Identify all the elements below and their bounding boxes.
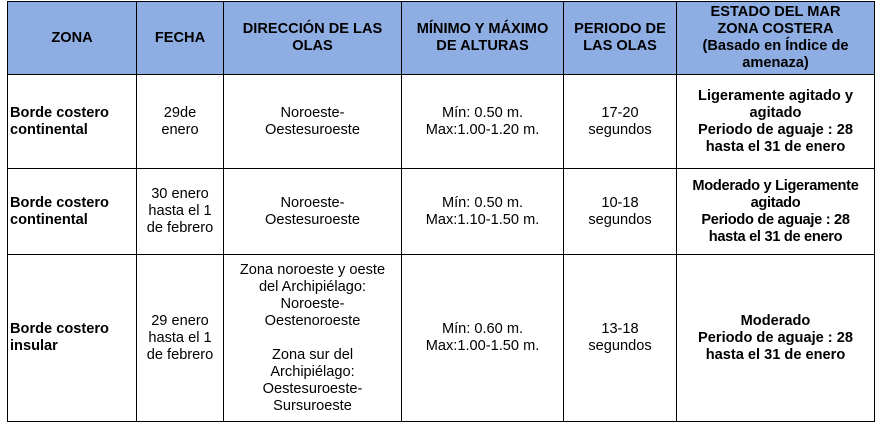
cell-text-line: FECHA [154,29,206,46]
cell-text-line: Noroeste- [280,104,345,121]
cell-text-line: hasta el 31 de enero [705,138,846,155]
cell-text-line: Periodo de aguaje : 28 [698,329,853,346]
cell-text-line: continental [10,121,88,138]
cell-text-line: Borde costero [10,104,109,121]
cell-text-line: Oestesuroeste [265,121,360,138]
cell-text-line: (Basado en Índice de [702,38,849,54]
cell-text-line: continental [10,211,88,228]
cell-text-line: 10-18 [601,194,639,211]
cell-text-line: hasta el 1 [148,203,212,219]
cell-text-line: DIRECCIÓN DE LAS [242,21,383,37]
zona-cell [8,169,137,255]
cell-text-line: amenaza) [742,55,809,71]
cell-text-line: 29de [163,104,197,121]
header-row [8,2,875,75]
cell-text-line: insular [10,338,58,354]
cell-text-line: Noroeste- [280,295,345,312]
header-zona [8,2,137,75]
cell-text-line: hasta el 31 de enero [708,228,843,245]
cell-text-line: agitado [749,104,802,121]
cell-text-line: ZONA [51,29,93,46]
alturas-cell [402,75,564,169]
spacer [226,330,399,347]
cell-text-line: Zona sur del [271,346,354,363]
fecha-cell [137,255,224,422]
periodo-cell [564,169,677,255]
estado-cell [677,75,875,169]
header-alturas [402,2,564,75]
cell-text-line: Periodo de aguaje : 28 [701,211,850,228]
cell-text-line: Archipiélago: [270,363,355,380]
cell-text-line: Oestenoroeste [264,312,361,329]
cell-text-line: Max:1.00-1.20 m. [425,121,540,138]
cell-text-line: Max:1.00-1.50 m. [425,338,540,354]
direccion-cell [224,255,402,422]
cell-text-line: Borde costero [10,194,109,211]
cell-text-line: segundos [588,121,652,138]
cell-text-line: Mín: 0.50 m. [441,104,524,121]
cell-text-line: Moderado y Ligeramente [692,177,859,194]
cell-text-line: Mín: 0.60 m. [441,321,524,337]
periodo-cell [564,75,677,169]
cell-text-line: Mín: 0.50 m. [441,194,524,211]
cell-text-line: Borde costero [10,321,109,337]
cell-text-line: segundos [588,211,652,228]
cell-text-line: Periodo de aguaje : 28 [698,121,853,138]
cell-text-line: LAS OLAS [583,38,657,54]
cell-text-line: Noroeste- [280,194,345,211]
cell-text-line: hasta el 31 de enero [705,346,846,363]
cell-text-line: Sursuroeste [273,397,352,414]
fecha-cell [137,75,224,169]
header-periodo [564,2,677,75]
estado-cell [677,169,875,255]
header-fecha [137,2,224,75]
cell-text-line: OLAS [292,38,333,54]
estado-cell [677,255,875,422]
direccion-cell [224,169,402,255]
cell-text-line: DE ALTURAS [436,38,529,54]
cell-text-line: segundos [588,338,652,354]
table-row [8,169,875,255]
cell-text-line: PERIODO DE [574,21,666,37]
cell-text-line: Oestesuroeste- [262,380,363,397]
cell-text-line: Oestesuroeste [265,211,360,228]
cell-text-line: hasta el 1 [148,329,212,346]
fecha-cell [137,169,224,255]
cell-text-line: Zona noroeste y oeste [239,261,386,278]
cell-text-line: 29 enero [151,312,209,329]
cell-text-line: ESTADO DEL MAR [710,4,841,20]
cell-text-line: Ligeramente agitado y [698,87,853,104]
cell-text-line: Moderado [740,312,811,329]
wave-forecast-table [7,1,875,422]
header-estado [677,2,875,75]
zona-cell [8,75,137,169]
cell-text-line: Max:1.10-1.50 m. [425,211,540,228]
periodo-cell [564,255,677,422]
table-row [8,255,875,422]
alturas-cell [402,169,564,255]
cell-text-line: MÍNIMO Y MÁXIMO [416,21,549,37]
table-row [8,75,875,169]
cell-text-line: 17-20 [601,104,639,121]
alturas-cell [402,255,564,422]
direccion-cell [224,75,402,169]
cell-text-line: 13-18 [601,321,639,337]
header-direccion [224,2,402,75]
cell-text-line: del Archipiélago: [258,278,367,295]
cell-text-line: de febrero [146,220,214,236]
cell-text-line: de febrero [146,346,214,363]
cell-text-line: enero [161,121,199,138]
cell-text-line: agitado [750,194,801,211]
cell-text-line: ZONA COSTERA [717,21,834,37]
zona-cell [8,255,137,422]
cell-text-line: 30 enero [151,186,209,202]
